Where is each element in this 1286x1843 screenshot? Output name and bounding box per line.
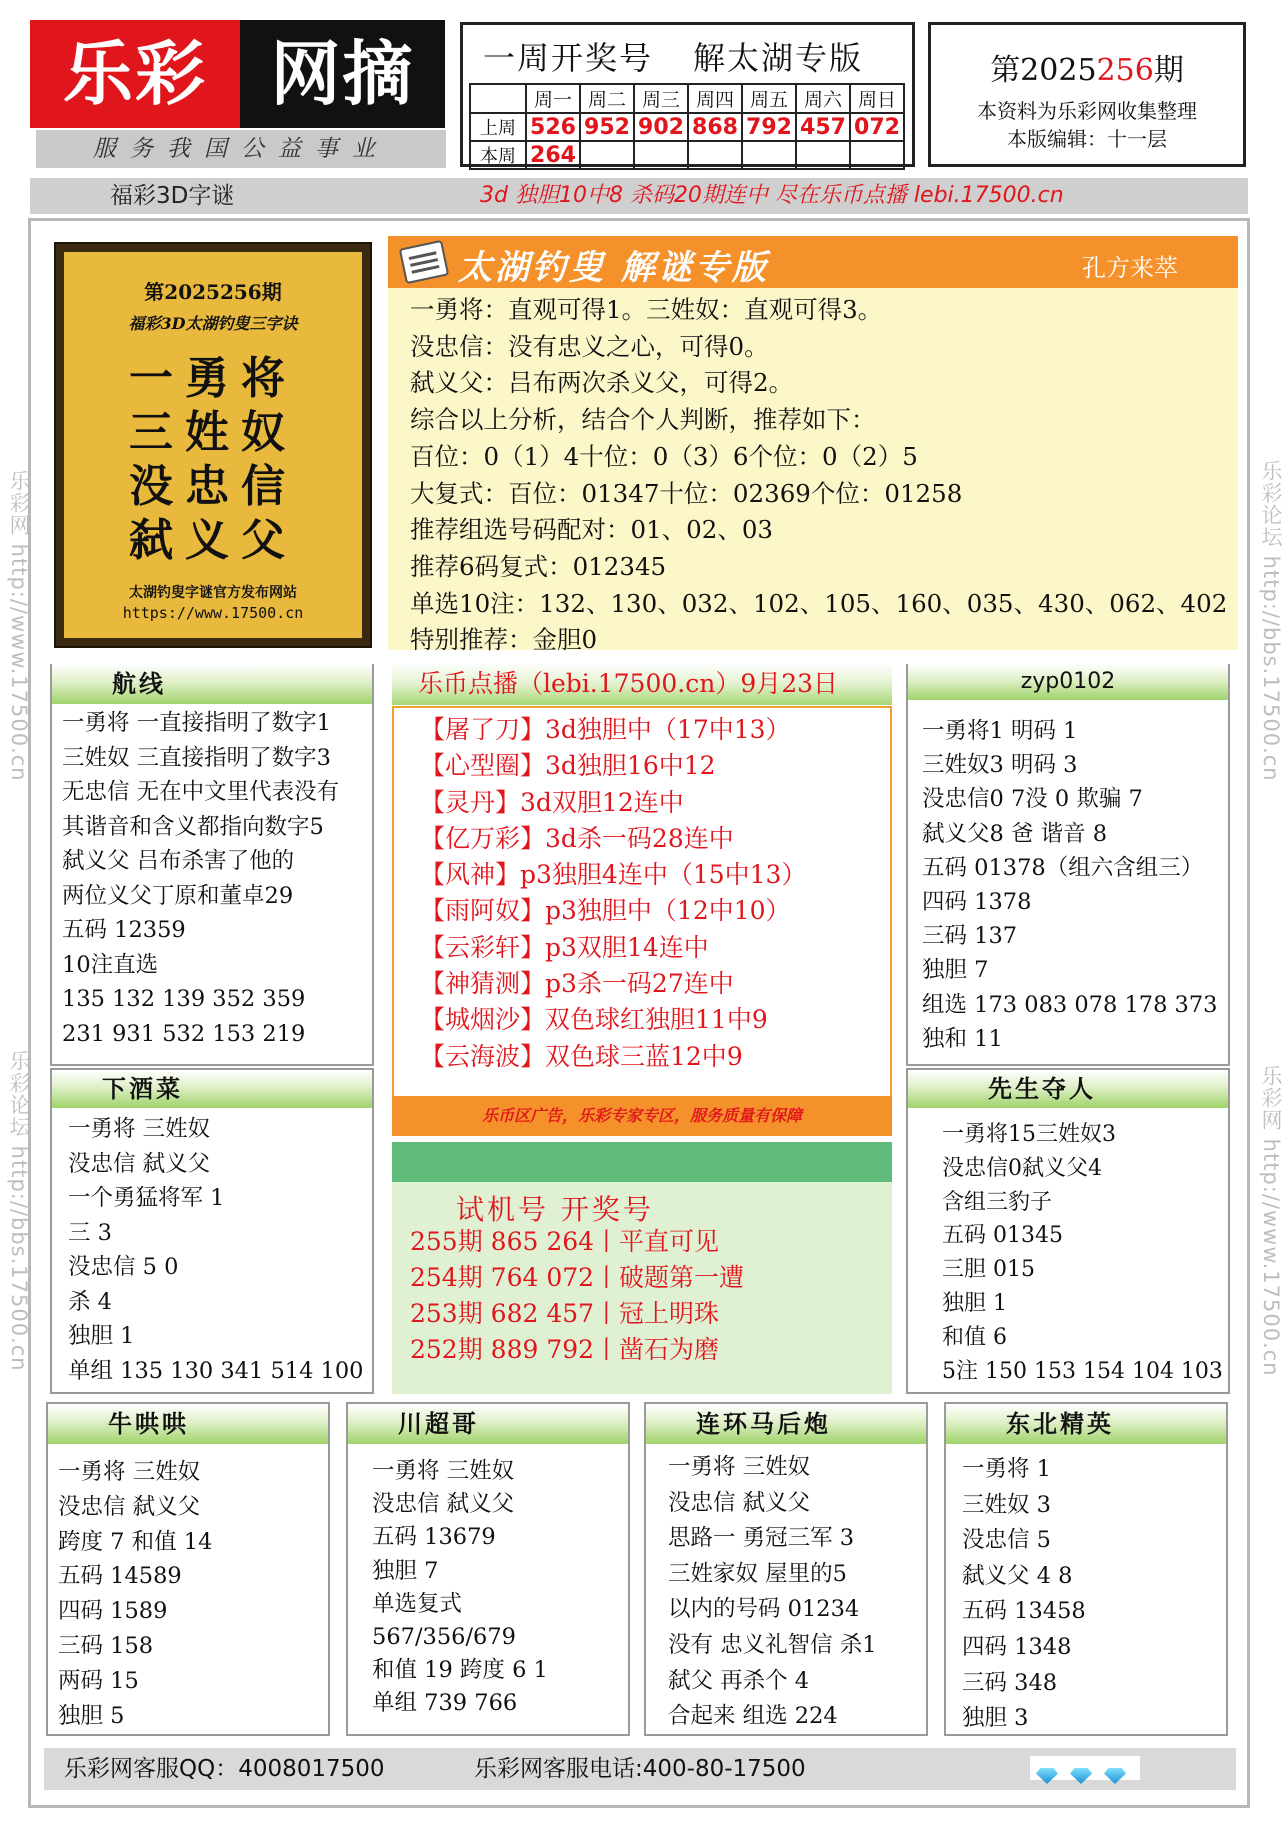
niuhonghong-body: 一勇将 三姓奴 没忠信 弑义父 跨度 7 和值 14 五码 14589 四码 1589 三码 158 两码 15 独胆 5 xyxy=(58,1459,213,1729)
issue-box xyxy=(928,22,1246,167)
footer-qq[interactable]: 乐彩网客服QQ：4008017500 xyxy=(64,1756,385,1782)
main-analysis-body xyxy=(410,292,1230,659)
list-item[interactable]: 【雨阿奴】p3独胆中（12中10） xyxy=(420,896,791,926)
lebi-header[interactable]: 乐币点播（lebi.17500.cn）9月23日 xyxy=(392,663,892,705)
scroll-icon xyxy=(399,240,450,284)
list-item: 大复式：百位：01347十位：02369个位：01258 xyxy=(410,478,963,508)
dongbei-title: 东北精英 xyxy=(946,1404,1226,1444)
lebi-footer-ad: 乐币区广告，乐彩专家专区，服务质量有保障 xyxy=(392,1096,892,1136)
list-item: 254期 764 072丨破题第一遭 xyxy=(410,1263,745,1292)
side-watermark-left-top: 乐彩网 http://www.17500.cn xyxy=(7,470,31,782)
side-watermark-right-top: 乐彩论坛 http://bbs.17500.cn xyxy=(1259,460,1283,782)
logo-black-block: 网摘 xyxy=(240,20,445,128)
diamond-icon xyxy=(1036,1768,1058,1784)
logo-red-block: 乐彩 xyxy=(30,20,240,128)
chuanchao-body: 一勇将 三姓奴 没忠信 弑义父 五码 13679 独胆 7 单选复式 567/356/679 和值 19 跨度 6 1 单组 739 766 xyxy=(372,1458,548,1717)
lebi-list xyxy=(420,712,806,1075)
list-item: 弑义父：吕布两次杀义父，可得2。 xyxy=(410,368,794,398)
weekly-title: 一周开奖号 解太湖专版 xyxy=(483,39,864,77)
list-item: 推荐组选号码配对：01、02、03 xyxy=(410,515,774,545)
zyp-title: zyp0102 xyxy=(908,664,1228,700)
diamond-rating xyxy=(1030,1756,1140,1780)
list-item[interactable]: 【心型圈】3d独胆16中12 xyxy=(420,751,716,781)
slogan: 服务我国公益事业 xyxy=(36,130,446,168)
main-analysis-header xyxy=(388,236,1238,288)
list-item[interactable]: 【云海波】双色球三蓝12中9 xyxy=(420,1041,743,1071)
list-item: 一勇将：直观可得1。三姓奴：直观可得3。 xyxy=(410,295,883,324)
list-item: 255期 865 264丨平直可见 xyxy=(410,1227,720,1256)
dongbei-body: 一勇将 1 三姓奴 3 没忠信 5 弑义父 4 8 五码 13458 四码 1348 三码 348 独胆 3 xyxy=(962,1456,1086,1732)
list-item: 单选10注：132、130、032、102、105、160、035、430、062、402 xyxy=(410,588,1228,618)
list-item: 百位：0（1）4十位：0（3）6个位：0（2）5 xyxy=(410,441,918,471)
list-item[interactable]: 【神猜测】p3杀一码27连中 xyxy=(420,969,734,999)
list-item[interactable]: 【屠了刀】3d独胆中（17中13） xyxy=(420,715,791,744)
trial-header-bar xyxy=(392,1142,892,1182)
list-item[interactable]: 【城烟沙】双色球红独胆11中9 xyxy=(420,1005,768,1035)
lianhuan-title: 连环马后炮 xyxy=(646,1404,926,1444)
trial-title: 试机号 开奖号 xyxy=(456,1193,654,1226)
list-item: 252期 889 792丨凿石为磨 xyxy=(410,1335,720,1364)
main-analysis-author: 孔方来萃 xyxy=(1082,254,1178,282)
list-item: 特别推荐：金胆0 xyxy=(410,625,598,655)
list-item: 253期 682 457丨冠上明珠 xyxy=(410,1299,720,1328)
list-item[interactable]: 【亿万彩】3d杀一码28连中 xyxy=(420,823,734,853)
hangxian-body: 一勇将 一直接指明了数字1 三姓奴 三直接指明了数字3 无忠信 无在中文里代表没有 其谐音和含义都指向数字5 弑义父 吕布杀害了他的 两位义父丁原和董卓29 五码 12359 10注直选 135 132 139 352 359 231 931 532 153 219 xyxy=(62,710,340,1047)
list-item[interactable]: 【云彩轩】p3双胆14连中 xyxy=(420,932,709,962)
side-watermark-right-bottom: 乐彩网 http://www.17500.cn xyxy=(1259,1065,1283,1377)
sub-banner xyxy=(30,178,1248,214)
list-item[interactable]: 【灵丹】3d双胆12连中 xyxy=(420,787,684,817)
sub-banner-ad[interactable]: 3d 独胆10中8 杀码20期连中 尽在乐币点播 lebi.17500.cn xyxy=(480,183,1064,208)
xiajiucai-body: 一勇将 三姓奴 没忠信 弑义父 一个勇猛将军 1 三 3 没忠信 5 0 杀 4 独胆 1 单组 135 130 341 514 100 xyxy=(68,1116,364,1384)
footer-bar xyxy=(44,1748,1236,1790)
weekly-numbers-box xyxy=(460,22,915,167)
diamond-icon xyxy=(1104,1768,1126,1784)
footer-tel[interactable]: 乐彩网客服电话:400-80-17500 xyxy=(474,1756,806,1782)
hangxian-title: 航线 xyxy=(52,664,372,704)
sub-banner-title: 福彩3D字谜 xyxy=(110,183,235,209)
list-item: 综合以上分析，结合个人判断，推荐如下： xyxy=(410,405,876,435)
list-item: 推荐6码复式：012345 xyxy=(410,551,667,581)
side-watermark-left-bottom: 乐彩论坛 http://bbs.17500.cn xyxy=(7,1050,31,1372)
list-item: 没忠信：没有忠义之心，可得0。 xyxy=(410,331,769,361)
zyp-body: 一勇将1 明码 1 三姓奴3 明码 3 没忠信0 7没 0 欺骗 7 弑义父8 爸 谐音 8 五码 01378（组六含组三） 四码 1378 三码 137 独胆 7 组选 173 083 078 178 373 独和 11 xyxy=(922,718,1218,1052)
main-analysis-title: 太湖钓叟 解谜专版 xyxy=(458,248,769,288)
xiansheng-body: 一勇将15三姓奴3 没忠信0弑义父4 含组三豹子 五码 01345 三胆 015 独胆 1 和值 6 5注 150 153 154 104 103 xyxy=(942,1122,1223,1384)
xiajiucai-title: 下酒菜 xyxy=(52,1070,372,1108)
table-row: 上周 526 952 902 868 792 457 072 xyxy=(470,113,904,141)
list-item[interactable]: 【风神】p3独胆4连中（15中13） xyxy=(420,860,807,890)
trial-list xyxy=(410,1224,744,1368)
table-row: 本周 264 xyxy=(470,141,904,169)
issue-note: 本资料为乐彩网收集整理 本版编辑：十一层 xyxy=(977,99,1197,151)
niuhonghong-title: 牛哄哄 xyxy=(48,1404,328,1444)
xiansheng-title: 先生夺人 xyxy=(908,1070,1228,1108)
puzzle-plaque: 第2025256期 福彩3D太湖钓叟三字诀 一勇将 三姓奴 没忠信 弑义父 太湖钓叟字谜官方发布网站 https://www.17500.cn xyxy=(64,252,362,638)
weekly-table: 周一 周二 周三 周四 周五 周六 周日 上周 526 952 902 868 792 457 072 本周 264 xyxy=(469,83,905,170)
lianhuan-body: 一勇将 三姓奴 没忠信 弑义父 思路一 勇冠三军 3 三姓家奴 屋里的5 以内的号码 01234 没有 忠义礼智信 杀1 弑父 再杀个 4 合起来 组选 224 xyxy=(668,1454,877,1730)
chuanchao-title: 川超哥 xyxy=(348,1404,628,1444)
issue-number: 第2025256期 xyxy=(990,53,1184,88)
diamond-icon xyxy=(1070,1768,1092,1784)
